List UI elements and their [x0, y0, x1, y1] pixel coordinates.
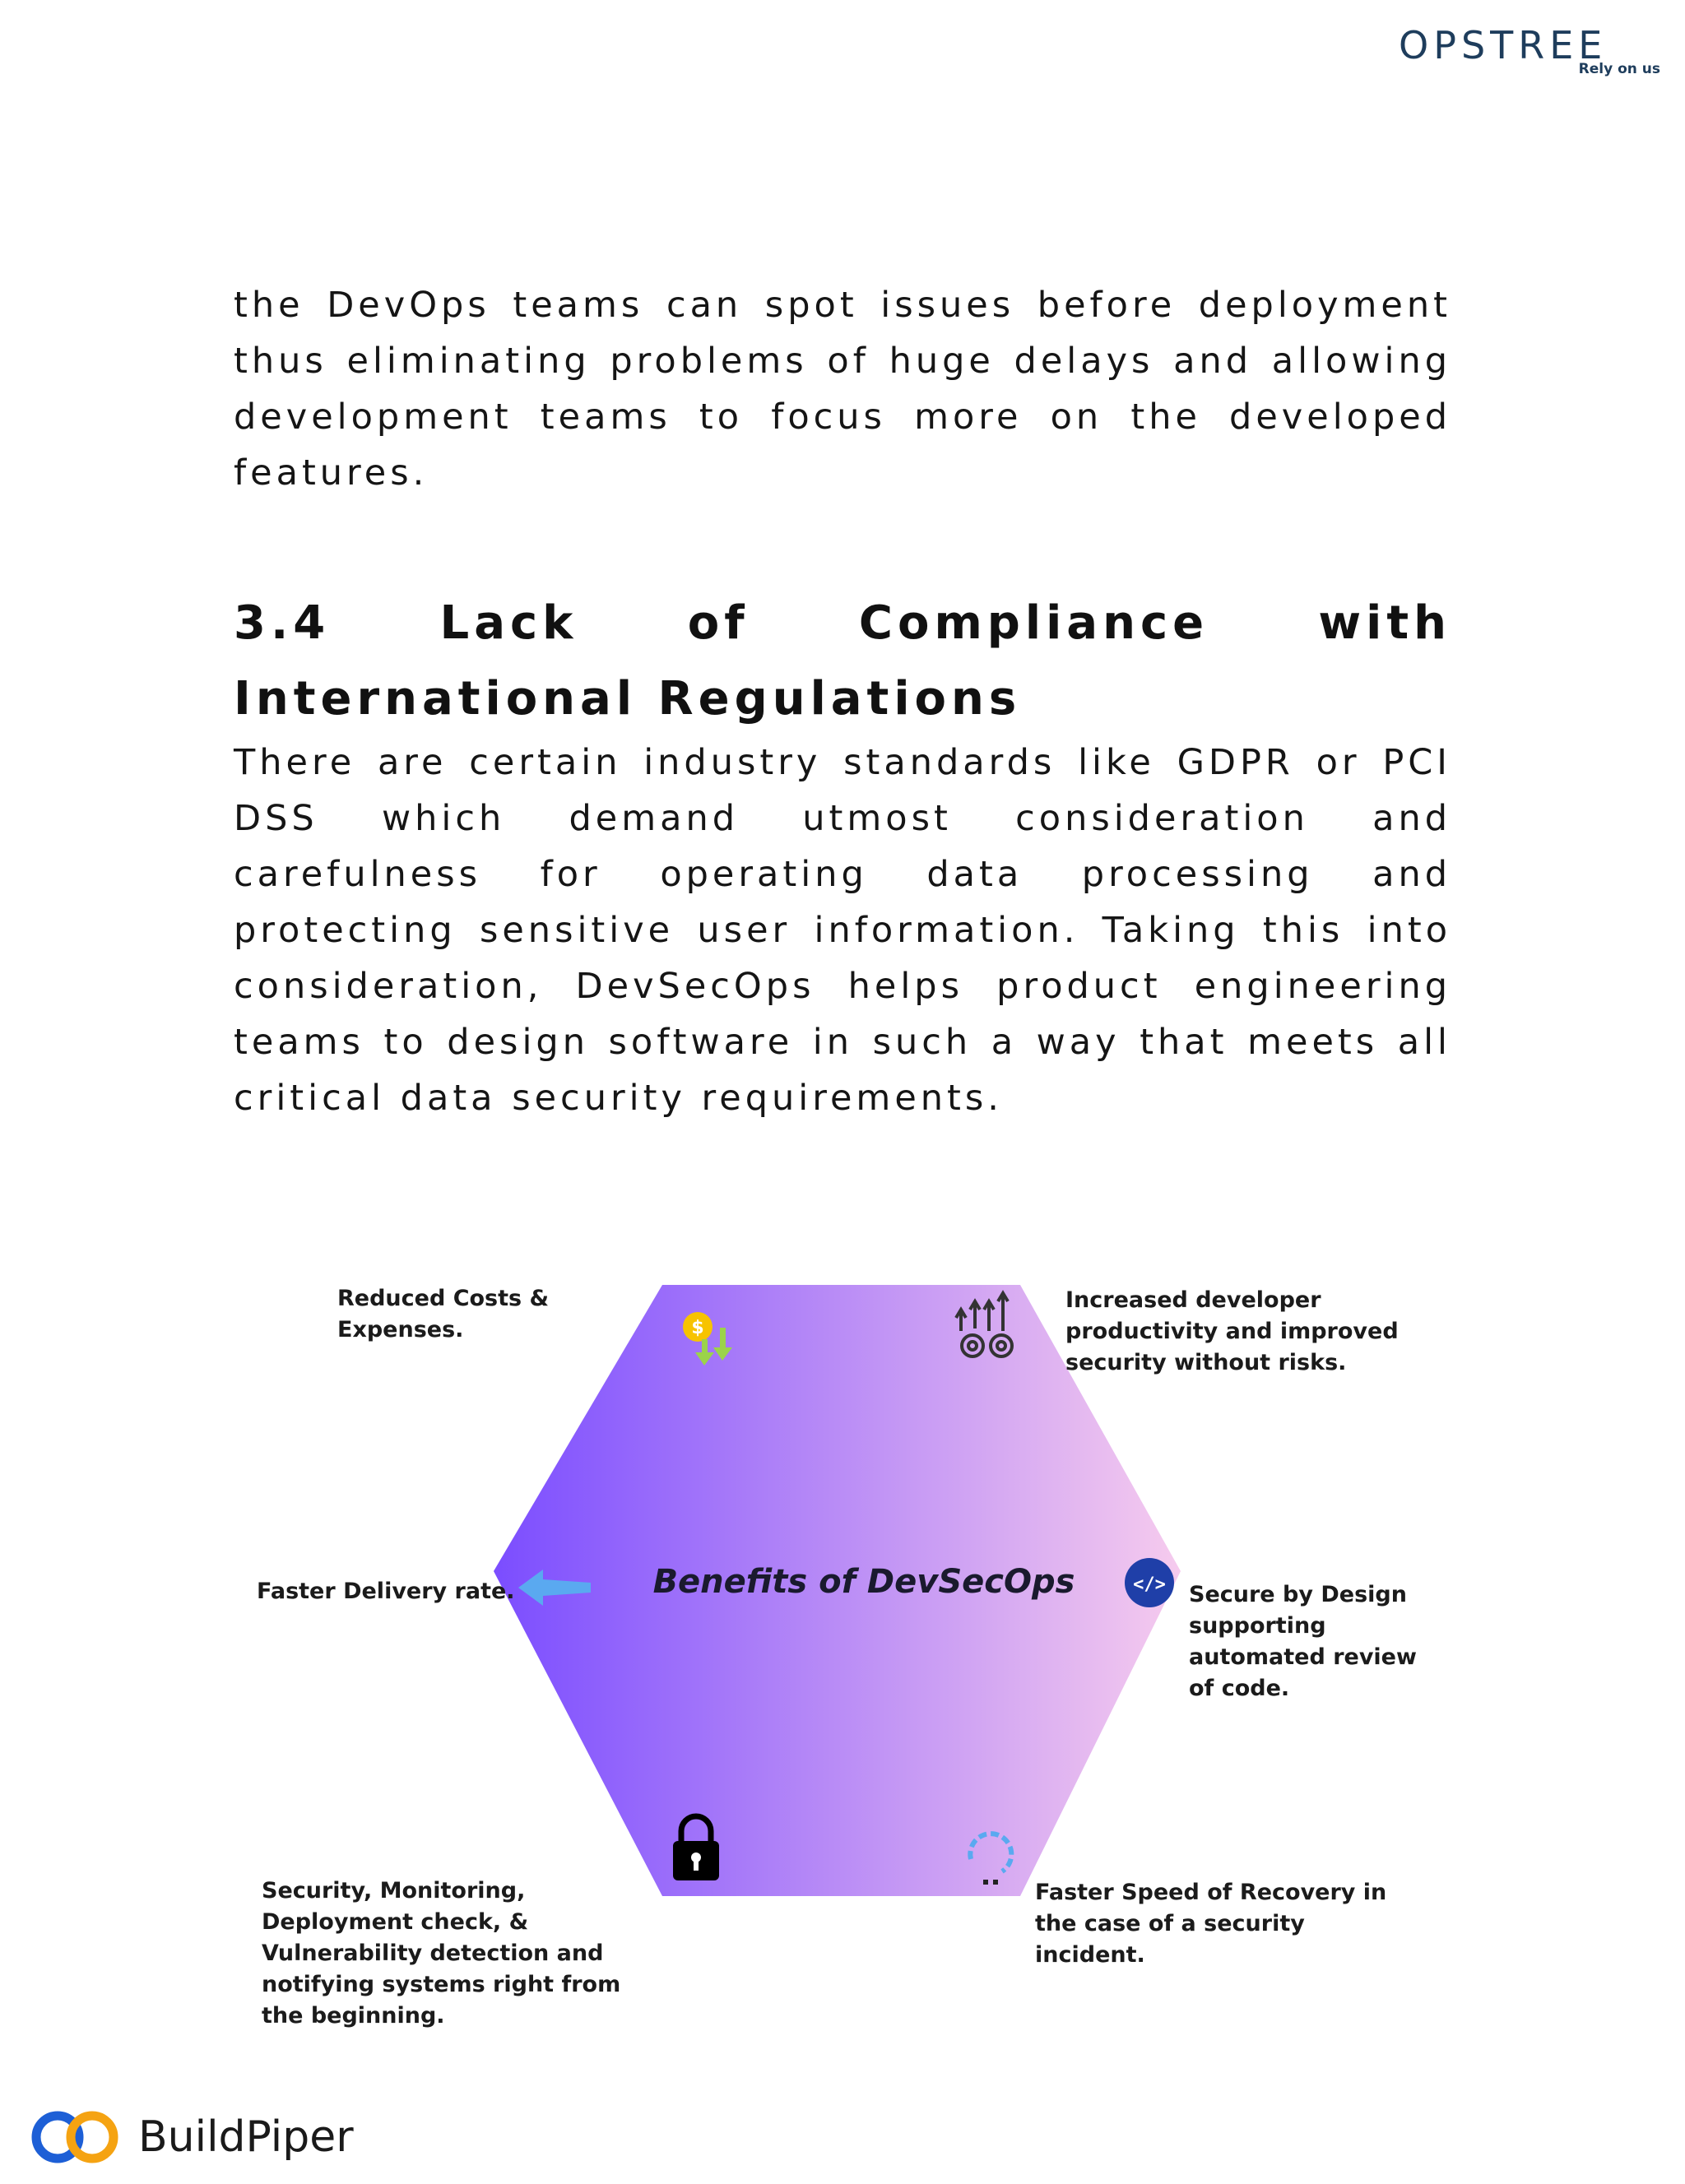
section-heading: 3.4 Lack of Compliance with International Regulations [234, 596, 1451, 726]
label-security-monitoring: Security, Monitoring, Deployment check, & Vulnerability detection and notifying systems right from the beginning. [262, 1878, 621, 2029]
buildpiper-mark-icon [25, 2104, 132, 2170]
benefits-diagram [247, 1267, 1465, 2029]
label-reduced-costs: Reduced Costs & Expenses. [337, 1286, 550, 1342]
compliance-paragraph: There are certain industry standards like GDPR or PCI DSS which demand utmost consideration and carefulness for operating data processing and protecting sensitive user information. Taking this into consideration, DevSecOps helps product engineering teams to design software in such a way that meets all critical data security requirements. [234, 742, 1451, 1119]
label-secure-by-design: Secure by Design supporting automated review of code. [1189, 1582, 1417, 1701]
intro-paragraph-block [234, 277, 1451, 501]
label-faster-delivery: Faster Delivery rate. [257, 1579, 515, 1604]
opstree-logo [1399, 23, 1670, 81]
label-developer-productivity: Increased developer productivity and improved security without risks. [1065, 1287, 1399, 1375]
compliance-paragraph-block [234, 735, 1451, 1126]
intro-paragraph: the DevOps teams can spot issues before deployment thus eliminating problems of huge delays and allowing development teams to focus more on the developed features. [234, 285, 1451, 494]
opstree-logo-text: OPSTREE [1399, 23, 1608, 67]
dollar-symbol: $ [691, 1318, 704, 1338]
buildpiper-logo-text: BuildPiper [138, 2112, 354, 2162]
label-faster-recovery: Faster Speed of Recovery in the case of a security incident. [1035, 1880, 1387, 1968]
code-symbol: </> [1133, 1574, 1166, 1595]
code-icon [1125, 1558, 1174, 1607]
opstree-logo-tagline: Rely on us [1578, 61, 1660, 77]
buildpiper-logo [25, 2104, 370, 2170]
diagram-title: Benefits of DevSecOps [652, 1563, 1075, 1601]
